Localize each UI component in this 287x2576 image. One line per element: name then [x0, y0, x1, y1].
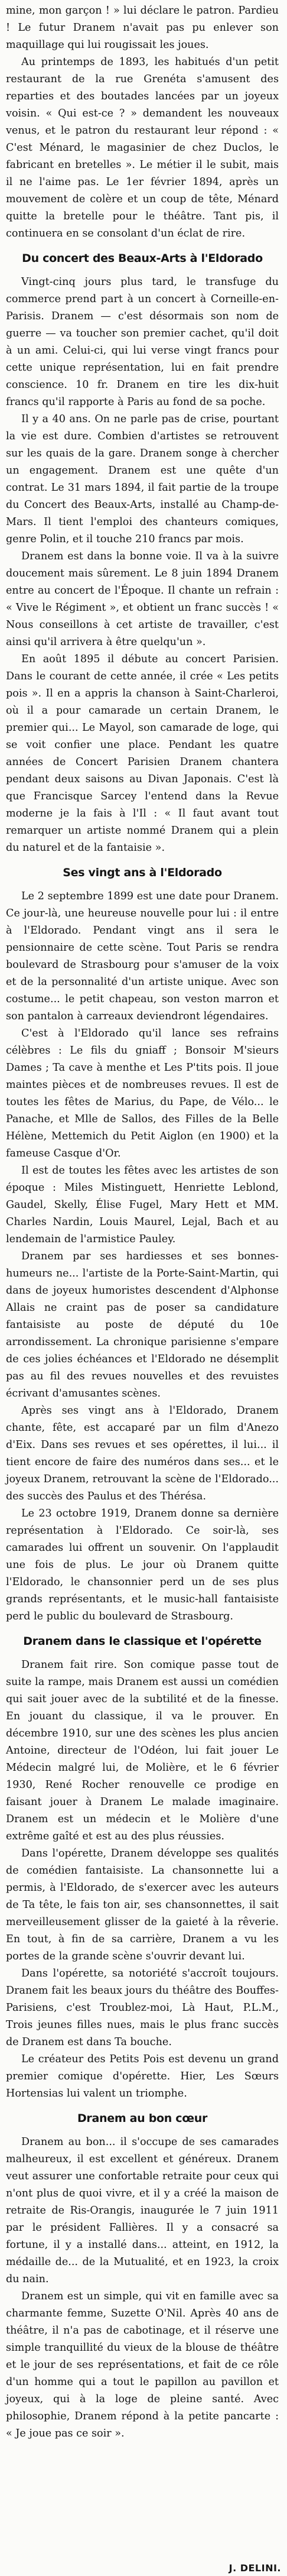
section-heading: Ses vingt ans à l'Eldorado [63, 866, 222, 879]
article-paragraph: Dans l'opérette, sa notoriété s'accroît toujours. Dranem fait les beaux jours du théâtre des Bouffes-Parisiens, c'est Troublez-moi, Là Haut, P.L.M., Trois jeunes filles nues, mais le plus franc succès de Dranem est dans Ta bouche. [6, 1968, 279, 2048]
article-paragraph: En août 1895 il débute au concert Parisien. Dans le courant de cette année, il crée « Les petits pois ». Il en a appris la chanson à Saint-Charleroi, où il a pour camarade un certain Dranem, le premier qui... Le Mayol, son camarade de loge, qui se voit confier une place. Pendant les quatre années de Concert Parisien Dranem chantera pendant deux saisons au Divan Japonais. C'est là que Francisque Sarcey l'entend dans la Revue moderne je la fais à l'Il : « Il faut avant tout remarquer un artiste nommé Dranem qui a plein du naturel et de la fantaisie ». [6, 653, 279, 854]
article-paragraph: Le 2 septembre 1899 est une date pour Dranem. Ce jour-là, une heureuse nouvelle pour lui : il entre à l'Eldorado. Pendant vingt ans il sera le pensionnaire de cette scène. Tout Paris se rendra boulevard de Strasbourg pour s'amuser de la voix et de la personnalité d'un artiste unique. Avec son costume... le petit chapeau, son veston marron et son pantalon à carreaux deviendront légendaires. [6, 890, 279, 1022]
article-body [6, 2, 279, 2442]
article-paragraph: Dranem fait rire. Son comique passe tout de suite la rampe, mais Dranem est aussi un comédien qui sait jouer avec de la subtilité et de la finesse. En jouant du classique, il va le prouver. En décembre 1910, sur une des scènes les plus ancien Antoine, directeur de l'Odéon, lui fait jouer Le Médecin malgré lui, de Molière, et le 6 février 1930, René Rocher renouvelle ce prodige en faisant jouer à Dranem Le malade imaginaire. Dranem est un médecin et le Molière d'une extrême gaîté et est au des plus réussies. [6, 1659, 279, 1842]
section-heading: Du concert des Beaux-Arts à l'Eldorado [22, 252, 263, 265]
article-paragraph: Dranem par ses hardiesses et ses bonnes-humeurs ne... l'artiste de la Porte-Saint-Martin, qui dans de joyeux humoristes descendent d'Alphonse Allais ne craint pas de poser sa candidature fantaisiste au poste de député du 10e arrondissement. La chronique parisienne s'empare de ces jolies échéances et l'Eldorado ne désemplit pas au fil des revues nouvelles et des revuistes écrivant d'amusantes scènes. [6, 1250, 279, 1399]
article-paragraph: Le créateur des Petits Pois est devenu un grand premier comique d'opérette. Hier, Les Sœurs Hortensias lui valent un triomphe. [6, 2053, 279, 2099]
author-signature: J. DELINI. [229, 2562, 281, 2574]
article-paragraph: Dranem est un simple, qui vit en famille avec sa charmante femme, Suzette O'Nil. Après 40 ans de théâtre, il n'a pas de cabotinage, et il réserve une simple tranquillité du vieux de la blouse de théâtre et le jour de ses représentations, et fait de ce rôle d'un homme qui a tout le papillon au pavillon et joyeux, qui à la loge de pleine santé. Avec philosophie, Dranem répond à la petite pancarte : « Je joue pas ce soir ». [6, 2290, 279, 2439]
article-paragraph: Vingt-cinq jours plus tard, le transfuge du commerce prend part à un concert à Corneille-en-Parisis. Dranem — c'est désormais son nom de guerre — va toucher son premier cachet, qu'il doit à un ami. Celui-ci, qui lui verse vingt francs pour cette unique représentation, lui en fait prendre conscience. 10 fr. Dranem en tire les dix-huit francs qu'il rapporte à Paris au fond de sa poche. [6, 276, 279, 408]
article-paragraph: Après ses vingt ans à l'Eldorado, Dranem chante, fête, est accaparé par un film d'Anezo d'Eix. Dans ses revues et ses opérettes, il lui... il tient encore de faire des numéros dans ses... et le joyeux Dranem, retrouvant la scène de l'Eldorado... des succès des Paulus et des Thérésa. [6, 1405, 279, 1502]
article-paragraph: Dranem au bon... il s'occupe de ses camarades malheureux, il est excellent et généreux. Dranem veut assurer une confortable retraite pour ceux qui n'ont plus de quoi vivre, et il y a créé la maison de retraite de Ris-Orangis, inaugurée le 7 juin 1911 par le président Fallières. Il y a consacré sa fortune, il y a installé dans... atteint, en 1912, la médaille de... de la Mutualité, et en 1923, la croix du nain. [6, 2136, 279, 2285]
article-paragraph: Le 23 octobre 1919, Dranem donne sa dernière représentation à l'Eldorado. Ce soir-là, ses camarades lui offrent un souvenir. On l'applaudit une fois de plus. Le jour où Dranem quitte l'Eldorado, le chansonnier perd un de ses plus grands représentants, et le music-hall fantaisiste perd le public du boulevard de Strasbourg. [6, 1508, 279, 1622]
article-paragraph: Dranem est dans la bonne voie. Il va à la suivre doucement mais sûrement. Le 8 juin 1894 Dranem entre au concert de l'Époque. Il chante un refrain : « Vive le Régiment », et obtient un franc succès ! « Nous conseillons à cet artiste de travailler, c'est ainsi qu'il arrivera à être quelqu'un ». [6, 550, 279, 648]
section-heading: Dranem dans le classique et l'opérette [23, 1635, 262, 1648]
article-paragraph: Il est de toutes les fêtes avec les artistes de son époque : Miles Mistinguett, Henriette Leblond, Gaudel, Skelly, Élise Fugel, Mary Hett et MM. Charles Nardin, Louis Maurel, Lejal, Bach et au lendemain de l'armistice Pauley. [6, 1165, 279, 1245]
section-heading: Dranem au bon cœur [77, 2112, 208, 2125]
article-paragraph: C'est à l'Eldorado qu'il lance ses refrains célèbres : Le fils du gniaff ; Bonsoir M'sieurs Dames ; Ta cave à menthe et Les P'tits pois. Il joue maintes pièces et de nombreuses revues. Il est de toutes les fêtes de Marius, du Pape, de Vélo... le Panache, et Mlle de Sallos, des Filles de la Belle Hélène, Mettemich du Petit Aiglon (en 1900) et la fameuse Casque d'Or. [6, 1028, 279, 1159]
article-paragraph: Dans l'opérette, Dranem développe ses qualités de comédien fantaisiste. La chansonnette lui a permis, à l'Eldorado, de s'exercer avec les auteurs de Ta tête, le fais ton air, ses chansonnettes, il sait merveilleusement glisser de la gaieté à la rêverie. En tout, à fin de sa carrière, Dranem a vu les portes de la grande scène s'ouvrir devant lui. [6, 1848, 279, 1962]
article-paragraph: Il y a 40 ans. On ne parle pas de crise, pourtant la vie est dure. Combien d'artistes se retrouvent sur les quais de la gare. Dranem songe à chercher un engagement. Dranem est une quête d'un contrat. Le 31 mars 1894, il fait partie de la troupe du Concert des Beaux-Arts, installé au Champ-de-Mars. Il tient l'emploi des chanteurs comiques, genre Polin, et il touche 210 francs par mois. [6, 413, 279, 545]
article-paragraph: mine, mon garçon ! » lui déclare le patron. Pardieu ! Le futur Dranem n'avait pas pu enlever son maquillage qui lui rougissait les joues. [6, 5, 279, 51]
article-paragraph: Au printemps de 1893, les habitués d'un petit restaurant de la rue Grenéta s'amusent des reparties et des boutades lancées par un joyeux voisin. « Qui est-ce ? » demandent les nouveaux venus, et le patron du restaurant leur répond : « C'est Ménard, le magasinier de chez Duclos, le fabricant en bretelles ». Le métier il le subit, mais il ne l'aime pas. Le 1er février 1894, après un mouvement de colère et un coup de tête, Ménard quitte la bretelle pour le théâtre. Tant pis, il continuera en se consolant d'un éclat de rire. [6, 56, 279, 239]
